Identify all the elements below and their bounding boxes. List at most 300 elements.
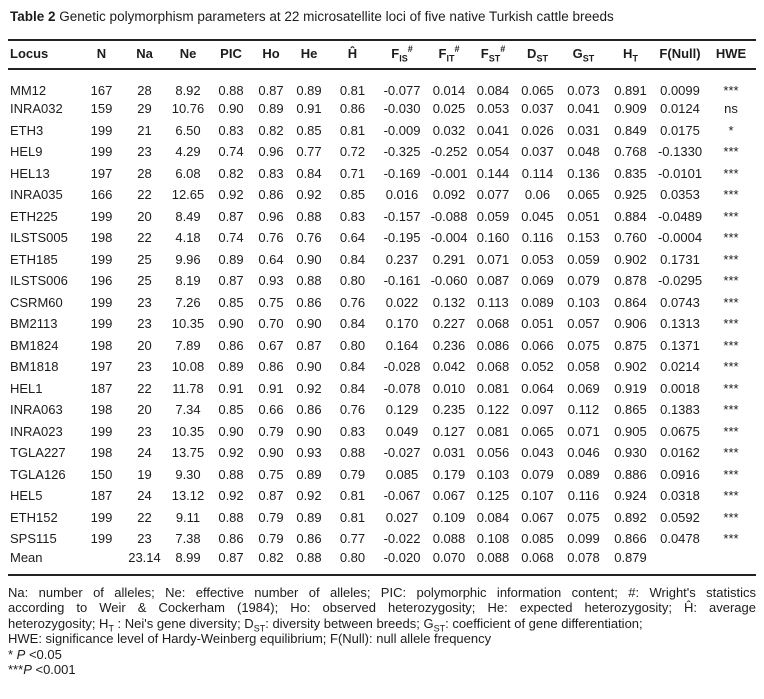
value-cell-ht: 0.902: [614, 359, 647, 375]
value-cell-gst: 0.075: [567, 337, 600, 353]
value-cell-dst: 0.037: [521, 101, 554, 117]
value-cell-fst: 0.054: [476, 144, 510, 160]
footnote-text: P: [16, 646, 26, 662]
footnote-text: P: [23, 662, 32, 678]
value-cell-fis: 0.085: [385, 466, 419, 482]
table-row-inra032: [8, 98, 756, 120]
value-cell-ht: 0.930: [614, 445, 647, 461]
value-cell-ht: 0.760: [614, 230, 647, 246]
value-cell-na: 23: [137, 144, 152, 160]
value-cell-n: 166: [90, 187, 113, 203]
value-cell-na: 23.14: [128, 549, 161, 565]
value-cell-fst: 0.088: [476, 549, 510, 565]
table-row-hel5: [8, 485, 756, 507]
value-cell-hwe: [706, 550, 756, 575]
value-cell-na: 23: [137, 316, 152, 332]
value-cell-fis: -0.169: [383, 165, 421, 181]
table-body: [8, 69, 756, 575]
locus-cell: ILSTS006: [10, 273, 68, 289]
locus-cell: INRA023: [10, 423, 63, 439]
value-cell-dst: 0.06: [524, 187, 551, 203]
value-cell-n: 199: [90, 423, 113, 439]
value-cell-gst: 0.048: [567, 144, 600, 160]
table-row-eth225: [8, 206, 756, 228]
value-cell-gst: 0.078: [567, 549, 600, 565]
value-cell-pic: 0.92: [218, 488, 244, 504]
locus-cell: TGLA227: [10, 445, 66, 461]
value-cell-ho: 0.86: [258, 359, 284, 375]
value-cell-na: 22: [137, 230, 152, 246]
column-header-ne: Ne: [166, 40, 210, 69]
value-cell-fst: 0.160: [476, 230, 510, 246]
value-cell-ho: 0.79: [258, 531, 284, 547]
value-cell-he: 0.90: [296, 316, 322, 332]
value-cell-fit: 0.010: [432, 380, 466, 396]
value-cell-na: 23: [137, 294, 152, 310]
locus-cell: HEL1: [10, 380, 43, 396]
table-row-bm2113: [8, 313, 756, 335]
value-cell-ne: 10.35: [171, 316, 205, 332]
value-cell-he: 0.93: [296, 445, 322, 461]
value-cell-gst: 0.031: [567, 122, 600, 138]
value-cell-fit: -0.088: [430, 208, 468, 224]
footnote-text: : coefficient of gene differentiation;: [445, 615, 643, 631]
value-cell-fit: 0.236: [432, 337, 466, 353]
table-header-row: [8, 40, 756, 69]
column-header-ht: $H_T$: [607, 40, 654, 69]
value-cell-fst: 0.068: [476, 316, 510, 332]
value-cell-he: 0.92: [296, 187, 322, 203]
column-header-locus: Locus: [8, 40, 80, 69]
value-cell-na: 20: [137, 337, 152, 353]
value-cell-n: 197: [90, 359, 113, 375]
value-cell-na: 23: [137, 423, 152, 439]
table-row-inra035: [8, 184, 756, 206]
value-cell-ho: 0.64: [258, 251, 284, 267]
value-cell-ht: 0.919: [614, 380, 647, 396]
value-cell-ne: 7.34: [175, 402, 201, 418]
value-cell-fit: 0.025: [432, 101, 466, 117]
table-row-eth3: [8, 120, 756, 142]
locus-cell: ETH225: [10, 208, 58, 224]
value-cell-h-hat: 0.81: [339, 509, 366, 525]
value-cell-hwe: *: [728, 122, 734, 138]
value-cell-n: 199: [90, 509, 113, 525]
value-cell-he: 0.87: [296, 337, 322, 353]
value-cell-h-hat: 0.79: [339, 466, 366, 482]
value-cell-fnull: 0.0743: [660, 294, 700, 310]
value-cell-he: 0.86: [296, 531, 322, 547]
value-cell-ne: 13.12: [171, 488, 205, 504]
value-cell-ht: 0.924: [614, 488, 647, 504]
value-cell-fit: 0.291: [432, 251, 466, 267]
value-cell-fnull: 0.0675: [660, 423, 700, 439]
value-cell-fnull: 0.0478: [660, 531, 700, 547]
value-cell-fst: 0.068: [476, 359, 510, 375]
value-cell-gst: 0.136: [567, 165, 600, 181]
value-cell-dst: 0.114: [521, 165, 554, 181]
value-cell-ht: 0.905: [614, 423, 647, 439]
value-cell-dst: 0.053: [521, 251, 554, 267]
locus-cell: Mean: [10, 549, 43, 565]
value-cell-fis: 0.129: [385, 402, 419, 418]
value-cell-dst: 0.116: [521, 230, 554, 246]
value-cell-ne: 12.65: [171, 187, 205, 203]
value-cell-fis: 0.164: [385, 337, 419, 353]
value-cell-ho: 0.90: [258, 445, 284, 461]
table-row-bm1824: [8, 335, 756, 357]
value-cell-ho: 0.70: [258, 316, 284, 332]
value-cell-ht: 0.865: [614, 402, 647, 418]
value-cell-dst: 0.085: [521, 531, 554, 547]
value-cell-fst: 0.086: [476, 337, 510, 353]
table-header: [8, 40, 756, 69]
value-cell-gst: 0.112: [567, 402, 600, 418]
value-cell-he: 0.90: [296, 359, 322, 375]
value-cell-h-hat: 0.84: [339, 380, 366, 396]
value-cell-h-hat: 0.86: [339, 101, 366, 117]
value-cell-ho: 0.96: [258, 208, 284, 224]
table-row-mean: [8, 550, 756, 575]
value-cell-fnull: 0.1731: [660, 251, 700, 267]
value-cell-ne: 8.99: [175, 549, 201, 565]
table-number: Table 2: [10, 9, 56, 24]
value-cell-ho: 0.83: [258, 165, 284, 181]
value-cell-fit: 0.127: [432, 423, 466, 439]
value-cell-gst: 0.116: [567, 488, 600, 504]
locus-cell: BM2113: [10, 316, 58, 332]
value-cell-h-hat: 0.64: [339, 230, 366, 246]
column-header-fst: $F_{ST}^{\#}$: [471, 40, 515, 69]
value-cell-ne: 6.50: [175, 122, 201, 138]
table-row-sps115: [8, 528, 756, 550]
value-cell-fis: -0.027: [383, 445, 421, 461]
value-cell-gst: 0.075: [567, 509, 600, 525]
value-cell-ne: 10.35: [171, 423, 205, 439]
value-cell-hwe: ***: [723, 380, 739, 396]
value-cell-ne: 4.29: [175, 144, 201, 160]
table-footnotes: [8, 585, 756, 679]
value-cell-n: 199: [90, 144, 113, 160]
value-cell-pic: 0.87: [218, 208, 244, 224]
value-cell-fnull: 0.0162: [660, 445, 700, 461]
value-cell-h-hat: 0.76: [339, 402, 366, 418]
footnote-text: *: [8, 646, 17, 662]
value-cell-na: 23: [137, 531, 152, 547]
value-cell-fis: -0.030: [383, 101, 421, 117]
value-cell-ho: 0.67: [258, 337, 284, 353]
value-cell-pic: 0.90: [218, 101, 244, 117]
value-cell-fit: 0.031: [432, 445, 466, 461]
value-cell-ne: 8.49: [175, 208, 201, 224]
value-cell-n: 199: [90, 122, 113, 138]
value-cell-hwe: ***: [723, 187, 739, 203]
value-cell-fst: 0.144: [476, 165, 510, 181]
value-cell-ht: 0.768: [614, 144, 647, 160]
locus-cell: ETH152: [10, 509, 58, 525]
value-cell-fit: 0.014: [432, 83, 466, 98]
value-cell-dst: 0.051: [521, 316, 554, 332]
value-cell-fnull: 0.0018: [660, 380, 700, 396]
locus-cell: SPS115: [10, 531, 57, 547]
value-cell-ht: 0.884: [614, 208, 647, 224]
value-cell-ht: 0.878: [614, 273, 647, 289]
value-cell-na: 23: [137, 359, 152, 375]
value-cell-dst: 0.026: [521, 122, 554, 138]
column-header-dst: $D_{ST}$: [515, 40, 560, 69]
value-cell-fit: 0.092: [432, 187, 466, 203]
column-header-fit: $F_{IT}^{\#}$: [427, 40, 471, 69]
column-header-fnull: F(Null): [654, 40, 706, 69]
value-cell-he: 0.90: [296, 423, 322, 439]
value-cell-he: 0.77: [296, 144, 322, 160]
value-cell-ho: 0.82: [258, 122, 284, 138]
value-cell-h-hat: 0.83: [339, 208, 366, 224]
table-row-mm12: [8, 69, 756, 98]
value-cell-ne: 13.75: [171, 445, 205, 461]
value-cell-fnull: 0.0175: [660, 122, 700, 138]
value-cell-n: 196: [90, 273, 113, 289]
value-cell-fis: -0.325: [383, 144, 421, 160]
value-cell-fit: 0.067: [432, 488, 466, 504]
locus-cell: ILSTS005: [10, 230, 68, 246]
value-cell-he: 0.92: [296, 380, 322, 396]
value-cell-he: 0.92: [296, 488, 322, 504]
value-cell-n: 150: [90, 466, 113, 482]
value-cell-ne: 9.96: [175, 251, 201, 267]
value-cell-ne: 8.92: [175, 83, 201, 98]
value-cell-hwe: ***: [723, 466, 739, 482]
value-cell-fst: 0.087: [476, 273, 510, 289]
footnote-text: ST: [433, 623, 446, 634]
value-cell-ht: 0.902: [614, 251, 647, 267]
value-cell-gst: 0.065: [567, 187, 600, 203]
value-cell-ho: 0.96: [258, 144, 284, 160]
value-cell-hwe: ***: [723, 273, 739, 289]
value-cell-h-hat: 0.81: [339, 122, 366, 138]
table-row-ilsts006: [8, 270, 756, 292]
column-header-fis: $F_{IS}^{\#}$: [377, 40, 427, 69]
value-cell-dst: 0.066: [521, 337, 554, 353]
value-cell-he: 0.90: [296, 251, 322, 267]
value-cell-n: 198: [90, 337, 113, 353]
value-cell-dst: 0.065: [521, 83, 554, 98]
value-cell-na: 24: [137, 488, 152, 504]
value-cell-he: 0.85: [296, 122, 322, 138]
value-cell-ht: 0.864: [614, 294, 647, 310]
value-cell-fst: 0.125: [476, 488, 510, 504]
footnote-text: ***: [8, 662, 24, 678]
table-row-bm1818: [8, 356, 756, 378]
value-cell-dst: 0.065: [521, 423, 554, 439]
value-cell-h-hat: 0.71: [339, 165, 366, 181]
value-cell-fst: 0.056: [476, 445, 510, 461]
value-cell-fnull: -0.0004: [657, 230, 703, 246]
footnote-text: according to Weir & Cockerham (1984); Ho: observed heterozygosity; He: expected heterozygosity; Ĥ: average: [8, 600, 756, 616]
value-cell-pic: 0.87: [218, 549, 244, 565]
value-cell-ne: 7.38: [175, 531, 201, 547]
value-cell-pic: 0.74: [218, 230, 244, 246]
value-cell-pic: 0.88: [218, 509, 244, 525]
value-cell-hwe: ***: [723, 402, 739, 418]
value-cell-fst: 0.084: [476, 83, 510, 98]
column-header-h-hat: Ĥ: [328, 40, 377, 69]
value-cell-h-hat: 0.72: [339, 144, 366, 160]
footnote-line: [8, 647, 756, 663]
value-cell-h-hat: 0.80: [339, 549, 366, 565]
column-header-n: N: [80, 40, 123, 69]
value-cell-ht: 0.891: [614, 83, 647, 98]
value-cell-fis: -0.009: [383, 122, 421, 138]
value-cell-fnull: 0.0124: [660, 101, 700, 117]
value-cell-ht: 0.925: [614, 187, 647, 203]
value-cell-dst: 0.045: [521, 208, 554, 224]
value-cell-fis: -0.028: [383, 359, 421, 375]
value-cell-n: 199: [90, 531, 113, 547]
value-cell-fst: 0.081: [476, 423, 510, 439]
value-cell-fnull: 0.0099: [660, 83, 700, 98]
value-cell-ho: 0.79: [258, 423, 284, 439]
value-cell-fis: 0.022: [385, 294, 419, 310]
value-cell-n: 167: [90, 83, 113, 98]
value-cell-fis: 0.170: [385, 316, 419, 332]
value-cell-hwe: ***: [723, 423, 739, 439]
value-cell-pic: 0.87: [218, 273, 244, 289]
value-cell-he: 0.88: [296, 273, 322, 289]
value-cell-fis: -0.157: [383, 208, 421, 224]
value-cell-gst: 0.089: [567, 466, 600, 482]
value-cell-ne: 7.89: [175, 337, 201, 353]
value-cell-hwe: ***: [723, 208, 739, 224]
value-cell-fnull: 0.0592: [660, 509, 700, 525]
table-row-inra023: [8, 421, 756, 443]
value-cell-fit: 0.179: [432, 466, 466, 482]
value-cell-n: 198: [90, 402, 113, 418]
value-cell-ht: 0.879: [614, 549, 647, 565]
value-cell-hwe: ***: [723, 488, 739, 504]
table-row-tgla227: [8, 442, 756, 464]
value-cell-fit: 0.132: [432, 294, 466, 310]
value-cell-pic: 0.74: [218, 144, 244, 160]
locus-cell: INRA035: [10, 187, 63, 203]
value-cell-fis: -0.078: [383, 380, 421, 396]
value-cell-ho: 0.76: [258, 230, 284, 246]
value-cell-he: 0.76: [296, 230, 322, 246]
value-cell-pic: 0.85: [218, 402, 244, 418]
value-cell-ne: 9.30: [175, 466, 201, 482]
value-cell-fit: -0.252: [430, 144, 468, 160]
value-cell-pic: 0.89: [218, 251, 244, 267]
column-header-he: He: [290, 40, 328, 69]
value-cell-n: [80, 550, 123, 575]
value-cell-n: 187: [90, 380, 113, 396]
value-cell-ht: 0.835: [614, 165, 647, 181]
table-row-inra063: [8, 399, 756, 421]
table-title-text: Genetic polymorphism parameters at 22 microsatellite loci of five native Turkish cattle breeds: [55, 9, 614, 24]
value-cell-ho: 0.75: [258, 294, 284, 310]
value-cell-fis: -0.077: [383, 83, 421, 98]
value-cell-h-hat: 0.80: [339, 337, 366, 353]
value-cell-fit: 0.235: [432, 402, 466, 418]
value-cell-hwe: ***: [723, 294, 739, 310]
value-cell-dst: 0.064: [521, 380, 554, 396]
value-cell-pic: 0.82: [218, 165, 244, 181]
locus-cell: BM1818: [10, 359, 59, 375]
value-cell-fit: 0.070: [432, 549, 466, 565]
value-cell-ne: 8.19: [175, 273, 201, 289]
value-cell-fit: -0.060: [430, 273, 468, 289]
value-cell-hwe: ***: [723, 83, 739, 98]
value-cell-ho: 0.66: [258, 402, 284, 418]
value-cell-fis: 0.027: [385, 509, 419, 525]
footnote-text: Na: number of alleles; Ne: effective number of alleles; PIC: polymorphic information content; #: Wright's statistics: [8, 584, 756, 600]
value-cell-pic: 0.90: [218, 316, 244, 332]
value-cell-na: 19: [137, 466, 152, 482]
value-cell-gst: 0.057: [567, 316, 600, 332]
value-cell-fst: 0.122: [476, 402, 510, 418]
table-row-ilsts005: [8, 227, 756, 249]
footnote-text: HWE: significance level of Hardy-Weinberg equilibrium; F(Null): null allele frequency: [8, 631, 492, 647]
value-cell-ho: 0.89: [258, 101, 284, 117]
value-cell-he: 0.89: [296, 466, 322, 482]
value-cell-ht: 0.892: [614, 509, 647, 525]
value-cell-fst: 0.053: [476, 101, 510, 117]
footnote-text: : Nei's gene diversity; D: [113, 615, 254, 631]
value-cell-h-hat: 0.76: [339, 294, 366, 310]
value-cell-dst: 0.097: [521, 402, 554, 418]
value-cell-pic: 0.88: [218, 83, 244, 98]
footnote-text: T: [108, 623, 114, 634]
value-cell-fit: 0.227: [432, 316, 466, 332]
column-header-na: Na: [123, 40, 166, 69]
value-cell-fnull: 0.0318: [660, 488, 700, 504]
value-cell-dst: 0.069: [521, 273, 554, 289]
value-cell-fst: 0.108: [476, 531, 510, 547]
value-cell-h-hat: 0.88: [339, 445, 366, 461]
footnote-text: ST: [253, 623, 266, 634]
value-cell-n: 199: [90, 251, 113, 267]
value-cell-fst: 0.084: [476, 509, 510, 525]
value-cell-ne: 7.26: [175, 294, 201, 310]
value-cell-fnull: [654, 550, 706, 575]
value-cell-he: 0.89: [296, 509, 322, 525]
value-cell-fis: -0.020: [383, 549, 421, 565]
table-row-eth152: [8, 507, 756, 529]
value-cell-fis: -0.022: [383, 531, 421, 547]
value-cell-ho: 0.82: [258, 549, 284, 565]
value-cell-fnull: 0.0916: [660, 466, 700, 482]
value-cell-ne: 11.78: [172, 380, 204, 396]
locus-cell: HEL13: [10, 165, 50, 181]
value-cell-na: 28: [137, 165, 152, 181]
value-cell-ne: 4.18: [175, 230, 201, 246]
value-cell-h-hat: 0.80: [339, 273, 366, 289]
value-cell-gst: 0.059: [567, 251, 600, 267]
value-cell-fnull: 0.1371: [660, 337, 700, 353]
value-cell-he: 0.88: [296, 549, 322, 565]
value-cell-na: 22: [137, 187, 152, 203]
footnote-text: <0.001: [31, 662, 76, 678]
value-cell-h-hat: 0.77: [339, 531, 366, 547]
value-cell-pic: 0.86: [218, 531, 244, 547]
value-cell-h-hat: 0.85: [339, 187, 366, 203]
value-cell-ho: 0.75: [258, 466, 284, 482]
value-cell-dst: 0.037: [521, 144, 554, 160]
value-cell-hwe: ***: [723, 359, 739, 375]
column-header-pic: PIC: [210, 40, 252, 69]
value-cell-ne: 9.11: [175, 509, 201, 525]
value-cell-n: 197: [90, 165, 113, 181]
